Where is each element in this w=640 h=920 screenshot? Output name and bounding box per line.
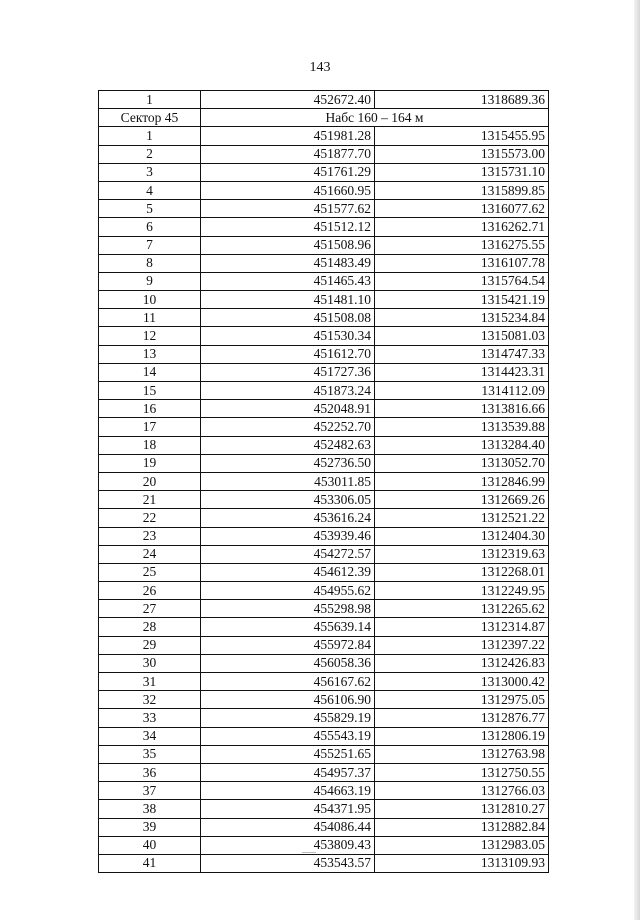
x-coordinate-cell: 455251.65 <box>201 745 375 763</box>
table-row <box>99 800 549 818</box>
point-number-cell: 1 <box>99 91 201 109</box>
table-row <box>99 818 549 836</box>
point-number-cell: 41 <box>99 854 201 872</box>
x-coordinate-cell: 451508.96 <box>201 236 375 254</box>
point-number-cell: 21 <box>99 491 201 509</box>
sector-depth-cell: Набс 160 – 164 м <box>201 109 549 127</box>
point-number-cell: 22 <box>99 509 201 527</box>
point-number-cell: 38 <box>99 800 201 818</box>
y-coordinate-cell: 1312806.19 <box>375 727 549 745</box>
y-coordinate-cell: 1312521.22 <box>375 509 549 527</box>
y-coordinate-cell: 1312669.26 <box>375 491 549 509</box>
coordinates-table <box>98 90 549 873</box>
y-coordinate-cell: 1315421.19 <box>375 291 549 309</box>
point-number-cell: 14 <box>99 363 201 381</box>
x-coordinate-cell: 456106.90 <box>201 691 375 709</box>
footer-mark <box>302 852 316 853</box>
x-coordinate-cell: 453306.05 <box>201 491 375 509</box>
point-number-cell: 3 <box>99 163 201 181</box>
table-row <box>99 200 549 218</box>
y-coordinate-cell: 1312265.62 <box>375 600 549 618</box>
table-row <box>99 491 549 509</box>
point-number-cell: 13 <box>99 345 201 363</box>
table-row-first <box>99 91 549 109</box>
x-coordinate-cell: 456167.62 <box>201 673 375 691</box>
y-coordinate-cell: 1315234.84 <box>375 309 549 327</box>
table-row <box>99 654 549 672</box>
y-coordinate-cell: 1312750.55 <box>375 763 549 781</box>
y-coordinate-cell: 1315081.03 <box>375 327 549 345</box>
table-row <box>99 636 549 654</box>
table-row <box>99 854 549 872</box>
x-coordinate-cell: 455829.19 <box>201 709 375 727</box>
y-coordinate-cell: 1312876.77 <box>375 709 549 727</box>
x-coordinate-cell: 451727.36 <box>201 363 375 381</box>
table-row <box>99 618 549 636</box>
point-number-cell: 5 <box>99 200 201 218</box>
table-row <box>99 582 549 600</box>
y-coordinate-cell: 1312846.99 <box>375 472 549 490</box>
x-coordinate-cell: 454086.44 <box>201 818 375 836</box>
y-coordinate-cell: 1314112.09 <box>375 382 549 400</box>
sector-header-row <box>99 109 549 127</box>
table-row <box>99 709 549 727</box>
y-coordinate-cell: 1313816.66 <box>375 400 549 418</box>
table-row <box>99 745 549 763</box>
y-coordinate-cell: 1315573.00 <box>375 145 549 163</box>
table-row <box>99 545 549 563</box>
y-coordinate-cell: 1313539.88 <box>375 418 549 436</box>
table-row <box>99 363 549 381</box>
table-row <box>99 291 549 309</box>
coordinates-table-body <box>99 91 549 873</box>
table-row <box>99 509 549 527</box>
y-coordinate-cell: 1312882.84 <box>375 818 549 836</box>
x-coordinate-cell: 453543.57 <box>201 854 375 872</box>
point-number-cell: 12 <box>99 327 201 345</box>
y-coordinate-cell: 1312249.95 <box>375 582 549 600</box>
table-row <box>99 272 549 290</box>
table-row <box>99 236 549 254</box>
point-number-cell: 17 <box>99 418 201 436</box>
y-coordinate-cell: 1312763.98 <box>375 745 549 763</box>
point-number-cell: 1 <box>99 127 201 145</box>
table-row <box>99 145 549 163</box>
point-number-cell: 29 <box>99 636 201 654</box>
point-number-cell: 2 <box>99 145 201 163</box>
x-coordinate-cell: 453011.85 <box>201 472 375 490</box>
y-coordinate-cell: 1312810.27 <box>375 800 549 818</box>
x-coordinate-cell: 452736.50 <box>201 454 375 472</box>
x-coordinate-cell: 453809.43 <box>201 836 375 854</box>
x-coordinate-cell: 451877.70 <box>201 145 375 163</box>
point-number-cell: 26 <box>99 582 201 600</box>
x-coordinate-cell: 455972.84 <box>201 636 375 654</box>
y-coordinate-cell: 1318689.36 <box>375 91 549 109</box>
x-coordinate-cell: 452482.63 <box>201 436 375 454</box>
x-coordinate-cell: 451530.34 <box>201 327 375 345</box>
point-number-cell: 15 <box>99 382 201 400</box>
y-coordinate-cell: 1316275.55 <box>375 236 549 254</box>
point-number-cell: 19 <box>99 454 201 472</box>
table-row <box>99 527 549 545</box>
y-coordinate-cell: 1316077.62 <box>375 200 549 218</box>
y-coordinate-cell: 1312319.63 <box>375 545 549 563</box>
x-coordinate-cell: 453616.24 <box>201 509 375 527</box>
sector-label-cell: Сектор 45 <box>99 109 201 127</box>
point-number-cell: 7 <box>99 236 201 254</box>
x-coordinate-cell: 451483.49 <box>201 254 375 272</box>
table-row <box>99 254 549 272</box>
point-number-cell: 27 <box>99 600 201 618</box>
page-edge-shadow <box>634 0 640 920</box>
point-number-cell: 9 <box>99 272 201 290</box>
y-coordinate-cell: 1315899.85 <box>375 181 549 199</box>
x-coordinate-cell: 451465.43 <box>201 272 375 290</box>
point-number-cell: 16 <box>99 400 201 418</box>
point-number-cell: 35 <box>99 745 201 763</box>
x-coordinate-cell: 454955.62 <box>201 582 375 600</box>
x-coordinate-cell: 452672.40 <box>201 91 375 109</box>
table-row <box>99 836 549 854</box>
x-coordinate-cell: 456058.36 <box>201 654 375 672</box>
x-coordinate-cell: 455639.14 <box>201 618 375 636</box>
x-coordinate-cell: 451981.28 <box>201 127 375 145</box>
table-row <box>99 309 549 327</box>
y-coordinate-cell: 1313052.70 <box>375 454 549 472</box>
table-row <box>99 600 549 618</box>
table-row <box>99 454 549 472</box>
y-coordinate-cell: 1313000.42 <box>375 673 549 691</box>
table-row <box>99 673 549 691</box>
x-coordinate-cell: 451660.95 <box>201 181 375 199</box>
point-number-cell: 10 <box>99 291 201 309</box>
point-number-cell: 4 <box>99 181 201 199</box>
y-coordinate-cell: 1313284.40 <box>375 436 549 454</box>
table-row <box>99 472 549 490</box>
table-row <box>99 400 549 418</box>
x-coordinate-cell: 454371.95 <box>201 800 375 818</box>
point-number-cell: 18 <box>99 436 201 454</box>
point-number-cell: 20 <box>99 472 201 490</box>
point-number-cell: 11 <box>99 309 201 327</box>
point-number-cell: 34 <box>99 727 201 745</box>
table-row <box>99 345 549 363</box>
y-coordinate-cell: 1312975.05 <box>375 691 549 709</box>
y-coordinate-cell: 1312983.05 <box>375 836 549 854</box>
point-number-cell: 30 <box>99 654 201 672</box>
x-coordinate-cell: 455298.98 <box>201 600 375 618</box>
table-row <box>99 418 549 436</box>
y-coordinate-cell: 1312766.03 <box>375 782 549 800</box>
point-number-cell: 37 <box>99 782 201 800</box>
x-coordinate-cell: 454272.57 <box>201 545 375 563</box>
x-coordinate-cell: 451612.70 <box>201 345 375 363</box>
x-coordinate-cell: 451512.12 <box>201 218 375 236</box>
table-row <box>99 218 549 236</box>
y-coordinate-cell: 1316262.71 <box>375 218 549 236</box>
y-coordinate-cell: 1312397.22 <box>375 636 549 654</box>
x-coordinate-cell: 451481.10 <box>201 291 375 309</box>
point-number-cell: 6 <box>99 218 201 236</box>
table-row <box>99 782 549 800</box>
y-coordinate-cell: 1312314.87 <box>375 618 549 636</box>
y-coordinate-cell: 1313109.93 <box>375 854 549 872</box>
table-row <box>99 382 549 400</box>
point-number-cell: 31 <box>99 673 201 691</box>
y-coordinate-cell: 1315455.95 <box>375 127 549 145</box>
y-coordinate-cell: 1314423.31 <box>375 363 549 381</box>
table-row <box>99 327 549 345</box>
x-coordinate-cell: 454957.37 <box>201 763 375 781</box>
point-number-cell: 8 <box>99 254 201 272</box>
point-number-cell: 24 <box>99 545 201 563</box>
table-row <box>99 763 549 781</box>
point-number-cell: 36 <box>99 763 201 781</box>
point-number-cell: 23 <box>99 527 201 545</box>
table-row <box>99 563 549 581</box>
page-number: 143 <box>309 60 331 75</box>
y-coordinate-cell: 1312268.01 <box>375 563 549 581</box>
point-number-cell: 25 <box>99 563 201 581</box>
x-coordinate-cell: 454612.39 <box>201 563 375 581</box>
x-coordinate-cell: 451577.62 <box>201 200 375 218</box>
table-row <box>99 727 549 745</box>
x-coordinate-cell: 455543.19 <box>201 727 375 745</box>
y-coordinate-cell: 1312426.83 <box>375 654 549 672</box>
point-number-cell: 28 <box>99 618 201 636</box>
x-coordinate-cell: 452252.70 <box>201 418 375 436</box>
table-row <box>99 163 549 181</box>
y-coordinate-cell: 1315764.54 <box>375 272 549 290</box>
point-number-cell: 39 <box>99 818 201 836</box>
x-coordinate-cell: 453939.46 <box>201 527 375 545</box>
x-coordinate-cell: 452048.91 <box>201 400 375 418</box>
y-coordinate-cell: 1316107.78 <box>375 254 549 272</box>
point-number-cell: 32 <box>99 691 201 709</box>
x-coordinate-cell: 451508.08 <box>201 309 375 327</box>
table-row <box>99 691 549 709</box>
y-coordinate-cell: 1314747.33 <box>375 345 549 363</box>
table-row <box>99 181 549 199</box>
table-row <box>99 127 549 145</box>
x-coordinate-cell: 451761.29 <box>201 163 375 181</box>
point-number-cell: 40 <box>99 836 201 854</box>
point-number-cell: 33 <box>99 709 201 727</box>
x-coordinate-cell: 454663.19 <box>201 782 375 800</box>
y-coordinate-cell: 1315731.10 <box>375 163 549 181</box>
y-coordinate-cell: 1312404.30 <box>375 527 549 545</box>
table-row <box>99 436 549 454</box>
x-coordinate-cell: 451873.24 <box>201 382 375 400</box>
